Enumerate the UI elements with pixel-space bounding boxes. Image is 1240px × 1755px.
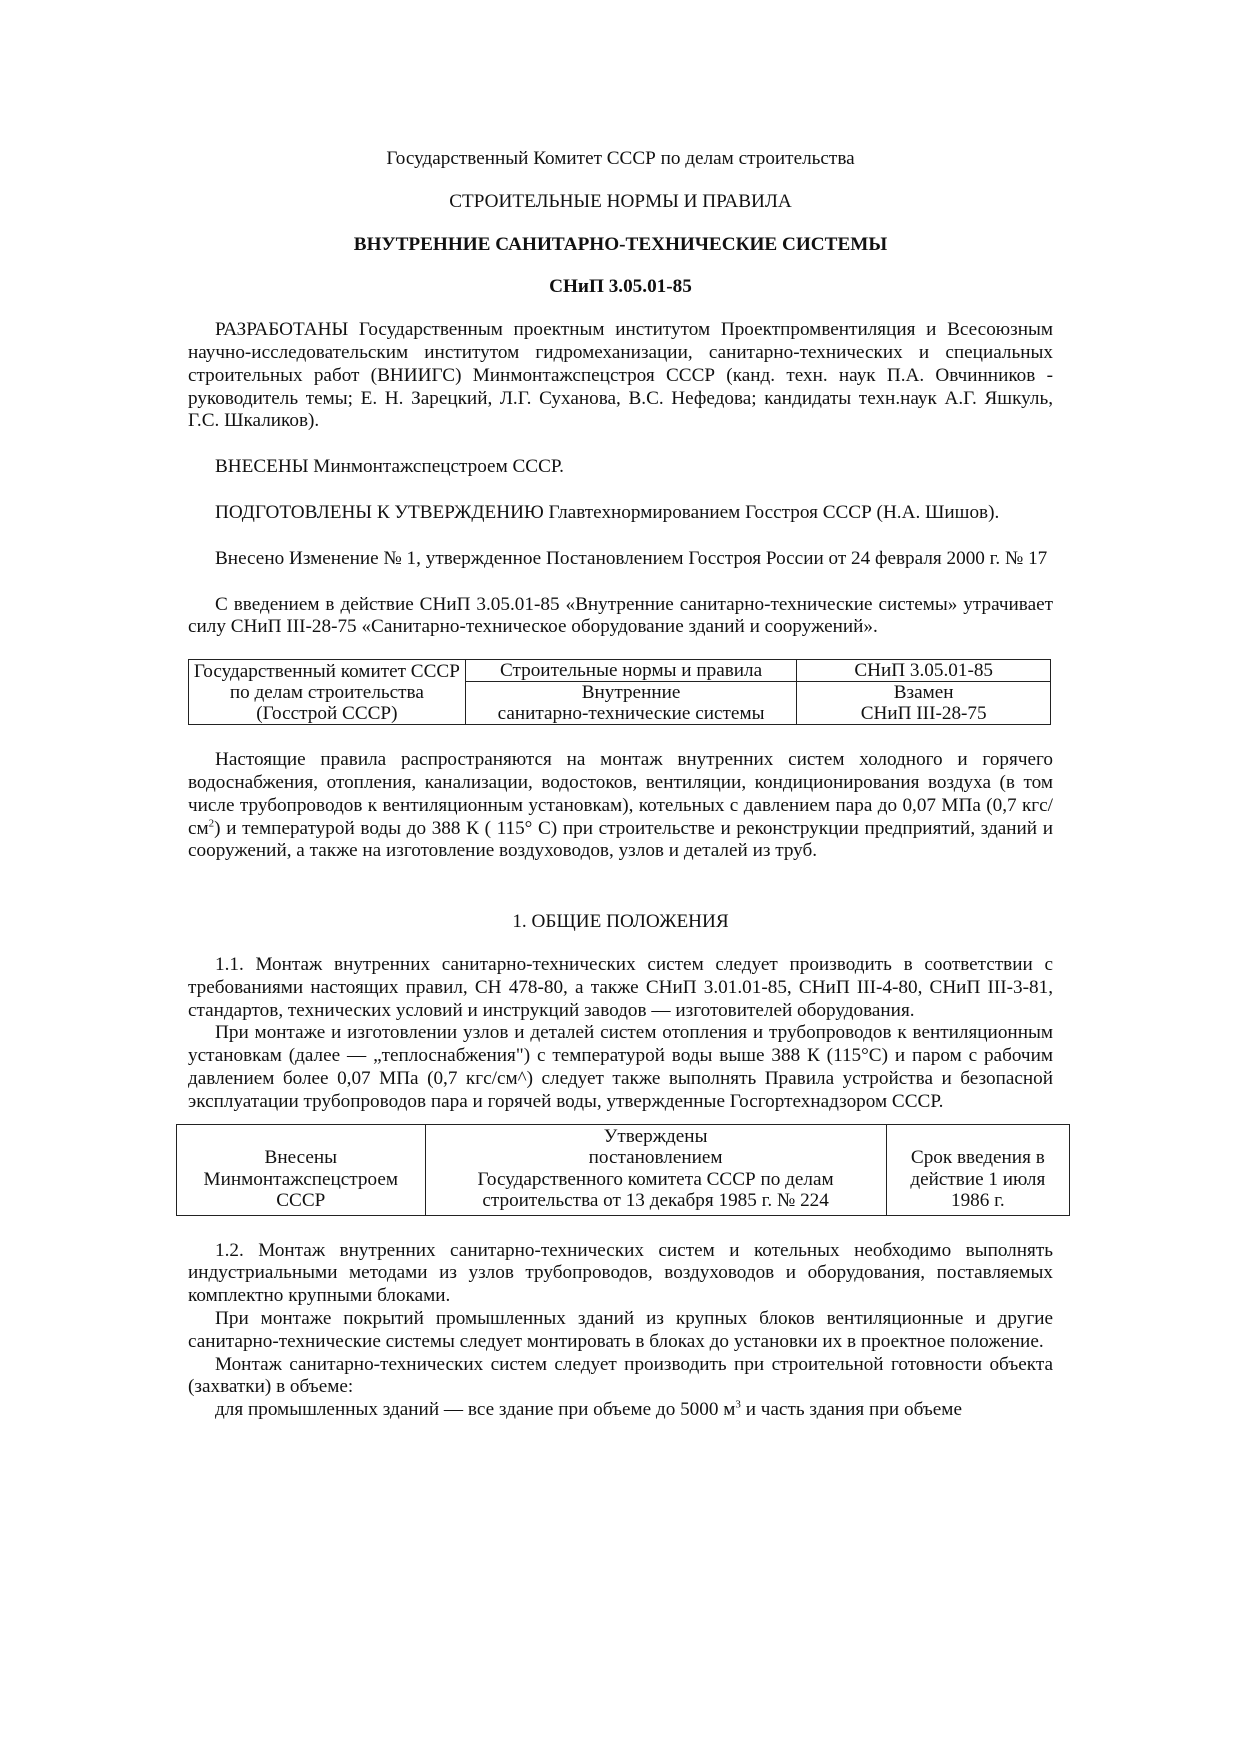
section-heading: 1. ОБЩИЕ ПОЛОЖЕНИЯ (512, 911, 729, 933)
approval-introduced-cell (177, 1124, 426, 1215)
header-table-replaces-cell (797, 682, 1051, 725)
replaces-paragraph: С введением в действие СНиП 3.05.01-85 «Внутренние санитарно-технические системы» утрачивает силу СНиП III-28-75 «Санитарно-техническое оборудование зданий и сооружений». (188, 593, 1053, 638)
scope-text-2: ) и температурой воды до 388 К ( 115° С) при строительстве и реконструкции предприятий, зданий и сооружений, а также на изготовление воздуховодов, узлов и деталей из труб. (188, 817, 1053, 862)
approved-line-1: Утверждены (603, 1125, 708, 1147)
replaces-line-2: СНиП III-28-75 (860, 703, 987, 725)
introduced-line-3: СССР (276, 1190, 326, 1212)
agency-line-3: (Госстрой СССР) (256, 702, 398, 724)
approved-line-2: постановлением (588, 1147, 723, 1169)
norms-line: СТРОИТЕЛЬНЫЕ НОРМЫ И ПРАВИЛА (449, 190, 792, 212)
clause-1-2-readiness: Монтаж санитарно-технических систем следует производить при строительной готовности объекта (захватки) в объеме: (188, 1353, 1053, 1398)
clause-1-1-continued: При монтаже и изготовлении узлов и деталей систем отопления и трубопроводов к вентиляционным установкам (далее — „теплоснабжения") с температурой воды выше 388 К (115°С) и паром с рабочим давлением более 0,07 МПа (0,7 кгс/см^) следует также выполнять Правила устройства и безопасной эксплуатации трубопроводов пара и горячей воды, утвержденные Госгортехнадзором СССР. (188, 1022, 1053, 1112)
scope-paragraph (188, 749, 1053, 863)
industrial-text-1: для промышленных зданий — все здание при объеме до 5000 м (215, 1399, 736, 1421)
subject-line-1: Внутренние (581, 682, 681, 704)
header-table-code-cell: СНиП 3.05.01-85 (797, 660, 1051, 682)
effective-line-1: Срок введения в (910, 1147, 1045, 1169)
amendment-paragraph: Внесено Изменение № 1, утвержденное Постановлением Госстроя России от 24 февраля 2000 г. № 17 (215, 547, 1048, 569)
replaces-line-1: Взамен (893, 682, 954, 704)
introduced-line-2: Минмонтажспецстроем (203, 1168, 398, 1190)
document-code: СНиП 3.05.01-85 (549, 276, 692, 298)
scope-text-1: Настоящие правила распространяются на монтаж внутренних систем холодного и горячего водоснабжения, отопления, канализации, водостоков, вентиляции, кондиционирования воздуха (в том числе трубопроводов к вентиляционным установкам), котельных с давлением пара до 0,07 МПа (0,7 кгс/см (188, 749, 1053, 839)
effective-line-2: действие 1 июля (910, 1168, 1046, 1190)
clause-1-2-industrial (188, 1399, 1053, 1422)
industrial-superscript: 3 (735, 1398, 741, 1411)
committee-line: Государственный Комитет СССР по делам строительства (386, 148, 855, 169)
introduced-paragraph: ВНЕСЕНЫ Минмонтажспецстроем СССР. (215, 456, 564, 478)
industrial-text-2: и часть здания при объеме (740, 1399, 962, 1421)
agency-line-2: по делам строительства (229, 681, 424, 703)
clause-1-2-blocks: При монтаже покрытий промышленных зданий из крупных блоков вентиляционные и другие санитарно-технические системы следует монтировать в блоках до установки их в проектное положение. (188, 1307, 1053, 1352)
header-table-subject-cell (465, 682, 797, 725)
header-table-agency-cell (189, 660, 466, 725)
agency-line-1: Государственный комитет СССР (193, 660, 460, 682)
header-table-norms-cell: Строительные нормы и правила (465, 660, 797, 682)
header-table-row (189, 660, 1051, 682)
approval-effective-cell (886, 1124, 1069, 1215)
approved-line-4: строительства от 13 декабря 1985 г. № 224 (482, 1190, 829, 1212)
prepared-paragraph: ПОДГОТОВЛЕНЫ К УТВЕРЖДЕНИЮ Главтехнормированием Госстроя СССР (Н.А. Шишов). (215, 501, 1000, 523)
document-body (188, 148, 1053, 1422)
approval-table-row (177, 1124, 1070, 1215)
approved-line-3: Государственного комитета СССР по делам (477, 1168, 834, 1190)
approval-table-wrapper (188, 1124, 1053, 1220)
effective-line-3: 1986 г. (950, 1190, 1005, 1212)
scope-superscript: 2 (208, 817, 215, 830)
approval-table (176, 1124, 1070, 1216)
developed-paragraph: РАЗРАБОТАНЫ Государственным проектным институтом Проектпромвентиляция и Всесоюзным научно-исследовательским институтом гидромеханизации, санитарно-технических и специальных строительных работ (ВНИИГС) Минмонтажспецстроя СССР (канд. техн. наук П.А. Овчинников - руководитель темы; Е. Н. Зарецкий, Л.Г. Суханова, В.С. Нефедова; кандидаты техн.наук А.Г. Яшкуль, Г.С. Шкаликов). (188, 319, 1053, 432)
approval-approved-cell (425, 1124, 886, 1215)
subject-line-2: санитарно-технические системы (497, 703, 765, 725)
clause-1-1: 1.1. Монтаж внутренних санитарно-технических систем следует производить в соответствии с требованиями настоящих правил, СН 478-80, а также СНиП 3.01.01-85, СНиП III-4-80, СНиП III-3-81, стандартов, технических условий и инструкций заводов — изготовителей оборудования. (188, 953, 1053, 1021)
clause-1-2: 1.2. Монтаж внутренних санитарно-технических систем и котельных необходимо выполнять индустриальными методами из узлов трубопроводов, воздуховодов и оборудования, поставляемых комплектно крупными блоками. (188, 1239, 1053, 1307)
header-table (188, 659, 1051, 725)
introduced-line-1: Внесены (264, 1147, 338, 1169)
document-title: ВНУТРЕННИЕ САНИТАРНО-ТЕХНИЧЕСКИЕ СИСТЕМЫ (353, 233, 888, 255)
